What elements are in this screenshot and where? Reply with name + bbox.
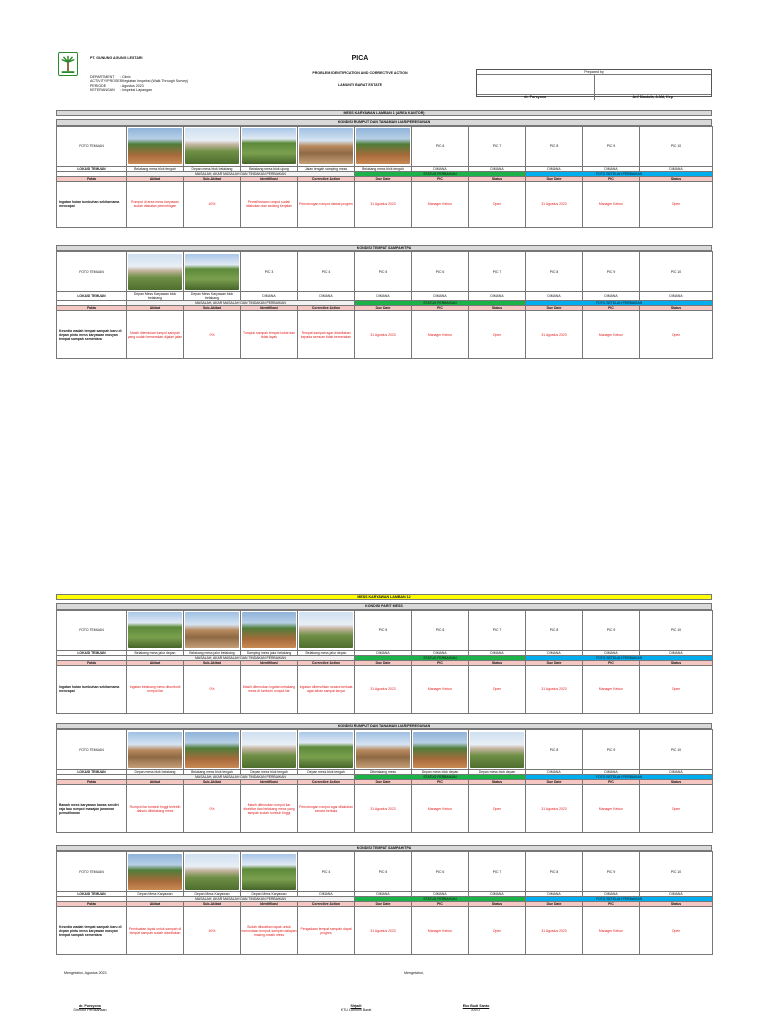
foto-after-header: FOTO SETELAH PERBAIKAN [526, 897, 713, 902]
status-header: STATUS PERBAIKAN [355, 775, 526, 780]
dimana-cell: DIMANA [412, 650, 469, 655]
column-header: Status [469, 902, 526, 907]
cell-pct: 40% [184, 907, 241, 955]
location-cell: Jalan tengah samping mess [298, 166, 355, 171]
dimana-cell: DIMANA [526, 650, 583, 655]
after-due: 31 Agustus 2023 [526, 181, 583, 227]
column-header: Sub-Akibat [184, 660, 241, 665]
column-header: Status [469, 660, 526, 665]
column-header: PIC [412, 902, 469, 907]
column-header: Corrective Action [298, 306, 355, 311]
dimana-cell: DIMANA [640, 292, 713, 301]
status-header: STATUS PERBAIKAN [355, 897, 526, 902]
cell-status: Open [469, 907, 526, 955]
column-header: PIC [583, 780, 640, 785]
pic-label: PIC 4 [298, 252, 355, 292]
pic-label: PIC 9 [583, 126, 640, 166]
pic-label: PIC 8 [526, 126, 583, 166]
dimana-cell: DIMANA [355, 650, 412, 655]
pica-table [56, 729, 713, 833]
column-header: Fakta [57, 176, 127, 181]
after-pic: Manager Kebun [583, 311, 640, 359]
cell-ca: Pemotongan rumput agar dilakukan secara berkala [298, 785, 355, 833]
column-header: PIC [583, 902, 640, 907]
column-header: PIC [412, 176, 469, 181]
location-cell: Belakang mess jalur depan [127, 650, 184, 655]
finding-photo[interactable] [413, 732, 466, 768]
header-fields [90, 75, 270, 93]
location-cell: Depan Mess Karyawan blok belakang [184, 292, 241, 301]
column-header: Status [469, 176, 526, 181]
dimana-cell: DIMANA [583, 650, 640, 655]
after-due: 31 Agustus 2023 [526, 907, 583, 955]
location-cell: Belakang mess blok tengah [184, 770, 241, 775]
after-status: Open [640, 907, 713, 955]
company-logo [58, 52, 78, 76]
column-header: PIC [412, 780, 469, 785]
masalah-header: MASALAH, AKAR MASALAH DAN TINDAKAN PERBAIKAN [127, 897, 355, 902]
after-pic: Manager Kebun [583, 785, 640, 833]
column-header: Akibat [127, 902, 184, 907]
column-header: Due Date [526, 176, 583, 181]
page-title: PICA [351, 55, 369, 62]
pic-label: PIC 9 [583, 852, 640, 892]
dimana-cell: DIMANA [355, 292, 412, 301]
finding-photo[interactable] [299, 128, 352, 164]
column-header: Status [469, 780, 526, 785]
finding-photo[interactable] [299, 612, 352, 648]
cell-due: 31 Agustus 2023 [355, 311, 412, 359]
cell-pic: Manager Kebun [412, 785, 469, 833]
column-header: Identifikasi [241, 660, 298, 665]
column-header: PIC [412, 306, 469, 311]
dimana-cell: DIMANA [640, 892, 713, 897]
foto-after-header: FOTO SETELAH PERBAIKAN [526, 775, 713, 780]
pic-label: PIC 10 [640, 252, 713, 292]
company-name: PT. GUNUNG AGUNG LESTARI [90, 56, 143, 60]
section-title: KONDISI TEMPAT SAMPAH/TPA [56, 845, 712, 851]
footer-date-left: Mengetahui, Agustus 2023 [64, 971, 107, 975]
finding-photo[interactable] [185, 254, 238, 290]
column-header: Sub-Akibat [184, 780, 241, 785]
prepared-by-label: Prepared by [477, 70, 711, 75]
foto-temuan-label: FOTO TEMUAN [57, 252, 127, 292]
status-header: STATUS PERBAIKAN [355, 171, 526, 176]
field-row: PERIODE : Agustus 2023 [90, 83, 144, 88]
masalah-header: MASALAH, AKAR MASALAH DAN TINDAKAN PERBAIKAN [127, 775, 355, 780]
pic-label: PIC 6 [412, 126, 469, 166]
section-title: KONDISI TEMPAT SAMPAH/TPA [56, 245, 712, 251]
dimana-cell: DIMANA [640, 770, 713, 775]
cell-due: 31 Agustus 2023 [355, 785, 412, 833]
section-title: KONDISI RUMPUT DAN TANAMAN LIAR/PEREGUNAN [56, 723, 712, 729]
finding-photo[interactable] [299, 732, 352, 768]
after-status: Open [640, 785, 713, 833]
cell-pct: 40% [184, 181, 241, 227]
field-row: DEPARTMENT : Clinic [90, 75, 131, 79]
after-pic: Manager Kebun [583, 907, 640, 955]
finding-photo[interactable] [242, 854, 295, 890]
column-header: Due Date [355, 306, 412, 311]
section-title: KONDISI RUMPUT DAN TANAMAN LIAR/PEREGUNAN [56, 119, 712, 125]
column-header: Due Date [526, 660, 583, 665]
cell-identifikasi: Masih ditemukan rumput liar disekitar dan belakang mess yang tampak sudah tumbuh tinggi [241, 785, 298, 833]
column-header: Fakta [57, 306, 127, 311]
estate-name: LAMUNTI BARAT ESTATE [337, 83, 383, 87]
column-header: Due Date [355, 780, 412, 785]
after-due: 31 Agustus 2023 [526, 665, 583, 713]
cell-due: 31 Agustus 2023 [355, 665, 412, 713]
pic-label: PIC 8 [526, 730, 583, 770]
column-header: Status [640, 176, 713, 181]
cell-pic: Manager Kebun [412, 665, 469, 713]
dimana-cell: DIMANA [526, 166, 583, 171]
section-block [56, 842, 712, 955]
cell-ca: Ingatan dibersihkan secara berkala agar aliran sampai lanyar [298, 665, 355, 713]
pic-label: PIC 3 [241, 252, 298, 292]
cell-due: 31 Agustus 2023 [355, 907, 412, 955]
column-header: Akibat [127, 176, 184, 181]
location-cell: Belakang mess jalur belakang [184, 650, 241, 655]
column-header: Status [640, 306, 713, 311]
cell-identifikasi: Masih ditemukan ingatan belakang mess di tumbuhi rumput liar [241, 665, 298, 713]
pic-label: PIC 6 [412, 852, 469, 892]
masalah-header: MASALAH, AKAR MASALAH DAN TINDAKAN PERBAIKAN [127, 301, 355, 306]
pica-table [56, 610, 713, 714]
signer-left: dr. Pursyono [477, 95, 595, 99]
dimana-cell: DIMANA [583, 770, 640, 775]
finding-photo[interactable] [356, 128, 409, 164]
column-header: Status [640, 780, 713, 785]
column-header: Fakta [57, 660, 127, 665]
pic-label: PIC 9 [583, 610, 640, 650]
column-header: Due Date [355, 902, 412, 907]
prepared-by-box [476, 69, 712, 100]
footer-date-right: Mengetahui, [404, 971, 424, 975]
masalah-header: MASALAH, AKAR MASALAH DAN TINDAKAN PERBAIKAN [127, 655, 355, 660]
pic-label: PIC 8 [526, 610, 583, 650]
cell-pct: 0% [184, 311, 241, 359]
location-cell: Depan Mess Karyawan [241, 892, 298, 897]
signature-left: dr. Pursyono Direktur Perusahaan [73, 1004, 107, 1013]
finding-photo[interactable] [128, 254, 181, 290]
pica-table [56, 851, 713, 955]
column-header: Fakta [57, 902, 127, 907]
foto-after-header: FOTO SETELAH PERBAIKAN [526, 171, 713, 176]
cell-ca: Pengadaan tempat sampah dapat progres [298, 907, 355, 955]
cell-akibat: Pembuatan lapak untuk sampah di tempat sampah sudah disediakan [127, 907, 184, 955]
location-cell: Belakang mess jalur depan [298, 650, 355, 655]
pic-label: PIC 7 [469, 610, 526, 650]
field-row: ACTIVITY/PROSES: Kegiatan Inspeksi (Walk Through Survey) [90, 79, 189, 84]
cell-status: Open [469, 785, 526, 833]
pic-label: PIC 8 [526, 852, 583, 892]
column-header: Due Date [526, 780, 583, 785]
foto-temuan-label: FOTO TEMUAN [57, 852, 127, 892]
dimana-cell: DIMANA [583, 292, 640, 301]
finding-photo[interactable] [185, 854, 238, 890]
dimana-cell: DIMANA [298, 292, 355, 301]
location-cell: Depan Mess Karyawan blok belakang [127, 292, 184, 301]
location-cell: Depan mess blok depan [412, 770, 469, 775]
cell-ca: Tempat sampah agar disediakan kepada semuan tidak berserakan [298, 311, 355, 359]
column-header: Corrective Action [298, 902, 355, 907]
cell-pct: 0% [184, 665, 241, 713]
column-header: Akibat [127, 780, 184, 785]
dimana-cell: DIMANA [583, 166, 640, 171]
location-cell: Belakang mess blok tengah [355, 166, 412, 171]
dimana-cell: DIMANA [355, 892, 412, 897]
pica-table [56, 251, 713, 359]
status-header: STATUS PERBAIKAN [355, 655, 526, 660]
section-title: KONDISI PARIT MESS [56, 603, 712, 609]
location-cell: Depan mess blok belakang [127, 770, 184, 775]
location-cell: Depan mess blok depan [469, 770, 526, 775]
section-block [56, 720, 712, 833]
pic-label: PIC 6 [412, 610, 469, 650]
finding-photo[interactable] [128, 612, 181, 648]
column-header: Sub-Akibat [184, 176, 241, 181]
foto-temuan-label: FOTO TEMUAN [57, 730, 127, 770]
column-header: Status [469, 306, 526, 311]
column-header: Due Date [355, 660, 412, 665]
foto-after-header: FOTO SETELAH PERBAIKAN [526, 655, 713, 660]
column-header: Identifikasi [241, 306, 298, 311]
finding-photo[interactable] [128, 732, 181, 768]
pic-label: PIC 8 [526, 252, 583, 292]
dimana-cell: DIMANA [469, 650, 526, 655]
location-cell: Depan Mess Karyawan [127, 892, 184, 897]
cell-pic: Manager Kebun [412, 907, 469, 955]
after-status: Open [640, 665, 713, 713]
pic-label: PIC 9 [583, 252, 640, 292]
finding-photo[interactable] [128, 854, 181, 890]
dimana-cell: DIMANA [469, 292, 526, 301]
cell-akibat: Rumput liar tumbuh tinggi terlebih dahulu dibelakang mess [127, 785, 184, 833]
column-header: Due Date [526, 306, 583, 311]
column-header: Identifikasi [241, 176, 298, 181]
section-band: MESS KARYAWAN LAMBAN 1 (AREA KANTOR) [56, 110, 712, 116]
cell-fakta: Kesedia wadah tempat sampah baru di depan pintu mess karyawan masyan tempat sampah sementara [57, 907, 127, 955]
pic-label: PIC 10 [640, 610, 713, 650]
dimana-cell: DIMANA [526, 292, 583, 301]
dimana-cell: DIMANA [412, 292, 469, 301]
cell-identifikasi: Pemeliharaan rumput sudah dilakukan dan sedang berjalan [241, 181, 298, 227]
finding-photo[interactable] [242, 732, 295, 768]
location-cell: Depan mess blok tengah [241, 770, 298, 775]
finding-photo[interactable] [128, 128, 181, 164]
location-cell: Belakang mess blok tengah [127, 166, 184, 171]
cell-pic: Manager Kebun [412, 311, 469, 359]
pic-label: PIC 7 [469, 852, 526, 892]
location-cell: Samping mess jalur belakang [241, 650, 298, 655]
cell-identifikasi: Sudah dibuatkan lapak untuk menuntaan tumpuk sampah dalapan masing-masih mess [241, 907, 298, 955]
pic-label: PIC 9 [583, 730, 640, 770]
column-header: Due Date [355, 176, 412, 181]
signature-middle: Sirjadi KTU Lamunti Barat [340, 1004, 372, 1013]
dimana-cell: DIMANA [298, 892, 355, 897]
signature-right: Eko Budi Santo ASST [462, 1004, 490, 1013]
pic-label: PIC 5 [355, 610, 412, 650]
column-header: PIC [583, 306, 640, 311]
lokasi-temuan-label: LOKASI TEMUAN [57, 166, 127, 171]
status-header: STATUS PERBAIKAN [355, 301, 526, 306]
after-status: Open [640, 181, 713, 227]
field-row: KETERANGAN : Inspeksi Lapangan [90, 88, 153, 93]
location-cell: Dibelakang mess [355, 770, 412, 775]
column-header: PIC [412, 660, 469, 665]
dimana-cell: DIMANA [640, 650, 713, 655]
finding-photo[interactable] [242, 128, 295, 164]
column-header: Akibat [127, 306, 184, 311]
cell-akibat: Masih ditemukan tumpul sampah yang sudah berserakan dijalan jalan [127, 311, 184, 359]
column-header: PIC [583, 176, 640, 181]
dimana-cell: DIMANA [412, 166, 469, 171]
pic-label: PIC 5 [355, 252, 412, 292]
column-header: Corrective Action [298, 660, 355, 665]
after-due: 31 Agustus 2023 [526, 311, 583, 359]
column-header: Due Date [526, 902, 583, 907]
pic-label: PIC 4 [298, 852, 355, 892]
location-cell: Belakang mess blok ujung [241, 166, 298, 171]
lokasi-temuan-label: LOKASI TEMUAN [57, 892, 127, 897]
cell-akibat: Rumput di area mess karyawan sudah diakatan pemmtingan [127, 181, 184, 227]
cell-status: Open [469, 665, 526, 713]
column-header: Corrective Action [298, 176, 355, 181]
dimana-cell: DIMANA [526, 892, 583, 897]
section-block [56, 242, 712, 359]
foto-temuan-label: FOTO TEMUAN [57, 126, 127, 166]
cell-fakta: Bawah mess karyawan banas sendiri raja bau rumput masajan janannar pemutihanan [57, 785, 127, 833]
signer-right: Arif Mustofa, A.Md, Kep [632, 95, 673, 100]
cell-fakta: Ingatan hutan tumbuhan sekitarnama mencapai [57, 181, 127, 227]
after-status: Open [640, 311, 713, 359]
location-cell: Depan mess blok tengah [298, 770, 355, 775]
finding-photo[interactable] [185, 612, 238, 648]
cell-pct: 0% [184, 785, 241, 833]
palm-tree-icon [59, 53, 77, 75]
after-pic: Manager Kebun [583, 665, 640, 713]
cell-ca: Pemotongan rumput diawal progres [298, 181, 355, 227]
pic-label: PIC 5 [355, 852, 412, 892]
column-header: Akibat [127, 660, 184, 665]
section-block [56, 110, 712, 228]
dimana-cell: DIMANA [583, 892, 640, 897]
column-header: PIC [583, 660, 640, 665]
column-header: Fakta [57, 780, 127, 785]
lokasi-temuan-label: LOKASI TEMUAN [57, 770, 127, 775]
column-header: Sub-Akibat [184, 902, 241, 907]
cell-status: Open [469, 181, 526, 227]
page-subtitle: PROBLEM IDENTIFICATION AND CORRECTIVE ACTION [312, 71, 408, 75]
finding-photo[interactable] [356, 732, 409, 768]
column-header: Sub-Akibat [184, 306, 241, 311]
after-pic: Manager Kebun [583, 181, 640, 227]
lokasi-temuan-label: LOKASI TEMUAN [57, 292, 127, 301]
dimana-cell: DIMANA [412, 892, 469, 897]
finding-photo[interactable] [470, 732, 523, 768]
cell-fakta: Kesedia wadah tempat sampah baru di depan pintu mess karyawan masyan tempat sampah sementara [57, 311, 127, 359]
cell-fakta: Ingatan hutan tumbuhan sekitarnama mencapai [57, 665, 127, 713]
location-cell: Depan mess blok belakang [184, 166, 241, 171]
pic-label: PIC 10 [640, 126, 713, 166]
dimana-cell: DIMANA [469, 166, 526, 171]
after-due: 31 Agustus 2023 [526, 785, 583, 833]
cell-status: Open [469, 311, 526, 359]
column-header: Status [640, 902, 713, 907]
dimana-cell: DIMANA [526, 770, 583, 775]
column-header: Corrective Action [298, 780, 355, 785]
column-header: Status [640, 660, 713, 665]
pic-label: PIC 7 [469, 126, 526, 166]
column-header: Identifikasi [241, 902, 298, 907]
dimana-cell: DIMANA [640, 166, 713, 171]
section-band: MESS KARYAWAN LAMBAN 12 [56, 594, 712, 600]
location-cell: Depan Mess Karyawan [184, 892, 241, 897]
pic-label: PIC 10 [640, 852, 713, 892]
dimana-cell: DIMANA [469, 892, 526, 897]
masalah-header: MASALAH, AKAR MASALAH DAN TINDAKAN PERBAIKAN [127, 171, 355, 176]
cell-akibat: Ingatan belakang mess ditumbuhi rumput liar [127, 665, 184, 713]
pic-label: PIC 10 [640, 730, 713, 770]
column-header: Identifikasi [241, 780, 298, 785]
cell-identifikasi: Tumpuk sampah tempat kubal dan tidak layak [241, 311, 298, 359]
foto-after-header: FOTO SETELAH PERBAIKAN [526, 301, 713, 306]
pic-label: PIC 6 [412, 252, 469, 292]
cell-pic: Manager Kebun [412, 181, 469, 227]
section-block [56, 594, 712, 714]
finding-photo[interactable] [185, 128, 238, 164]
lokasi-temuan-label: LOKASI TEMUAN [57, 650, 127, 655]
pic-label: PIC 7 [469, 252, 526, 292]
dimana-cell: DIMANA [241, 292, 298, 301]
foto-temuan-label: FOTO TEMUAN [57, 610, 127, 650]
finding-photo[interactable] [185, 732, 238, 768]
cell-due: 31 Agustus 2023 [355, 181, 412, 227]
finding-photo[interactable] [242, 612, 295, 648]
pica-table [56, 126, 713, 228]
